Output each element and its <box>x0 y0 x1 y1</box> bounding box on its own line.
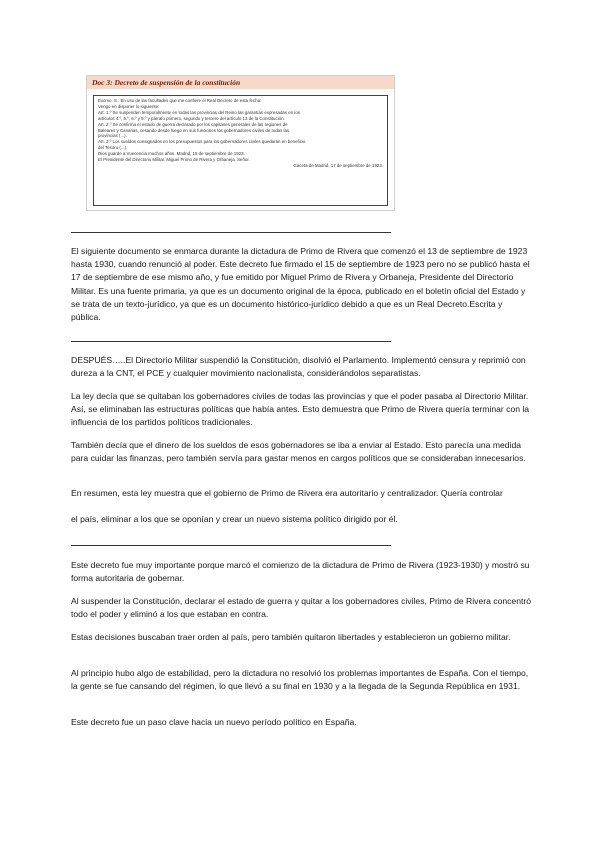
analysis-paragraph: el país, eliminar a los que se oponían y crear un nuevo sistema político dirigido por él. <box>71 514 398 524</box>
decree-line: artículos 4.º, 5.º, 6.º y 9.º y párrafo primero, segundo y tercero del artículo 13 de la Constitución. <box>98 115 285 121</box>
section-divider <box>71 545 391 546</box>
context-paragraph: El siguiente documento se enmarca durante la dictadura de Primo de Rivera que comenzó el 13 de septiembre de 1923 hasta 1930, cuando renunció al poder. Este decreto fue firmado el 15 de septiembre de 1923 pero no se publicó hasta el 17 de septiembre de ese mismo año, y fue emitido por Miguel Primo de Rivera y Orbaneja, Presidente del Directorio Militar. Es una fuente primaria, ya que es un documento original de la época, publicado en el boletín oficial del Estado y se trata de un texto-jurídico, ya que es un documento histórico-jurídico debido a que es un Real Decreto.Escrita y pública. <box>71 246 530 323</box>
conclusion-paragraph: Al principio hubo algo de estabilidad, pero la dictadura no resolvió los problemas importantes de España. Con el tiempo, la gente se fue cansando del régimen, lo que llevó a su final en 1930 y a la llegada de la Segunda República en 1931. <box>71 668 529 692</box>
decree-line: provincias (...). <box>98 133 127 139</box>
decree-line: Dios guarde a Vuecencia muchos años. Madrid, 15 de septiembre de 1923. <box>98 151 245 157</box>
decree-line: Art. 1.º Se suspenden temporalmente en todas las provincias del Reino las garantías expresadas en los <box>98 109 300 115</box>
decree-line: Art. 3.º Los sueldos consignados en los presupuestos para los gobernadores civiles quedarán en beneficio <box>98 139 306 145</box>
decree-line: del Tesoro (...). <box>98 145 128 151</box>
conclusion-paragraph: Estas decisiones buscaban traer orden al país, pero también quitaron libertades y establecieron un gobierno militar. <box>71 632 511 642</box>
decree-figure-header: Doc 3: Decreto de suspensión de la constitución <box>87 76 394 89</box>
analysis-paragraph: En resumen, esta ley muestra que el gobierno de Primo de Rivera era autoritario y centralizador. Quería controlar <box>71 488 503 498</box>
decree-line: El Presidente del Directorio Militar, Miguel Primo de Rivera y Orbaneja. Señor. <box>98 157 250 163</box>
decree-scan-figure <box>86 75 395 211</box>
conclusion-paragraph: Al suspender la Constitución, declarar el estado de guerra y quitar a los gobernadores civiles, Primo de Rivera concentró todo el poder y eliminó a los que estaban en contra. <box>71 596 532 620</box>
decree-line: Art. 2.º Se confirma el estado de guerra declarado por los capitanes generales de las regiones de <box>98 121 288 127</box>
conclusion-paragraph: Este decreto fue un paso clave hacia un nuevo período político en España. <box>71 717 357 727</box>
decree-line: Vengo en disponer lo siguiente: <box>98 103 160 109</box>
analysis-paragraph: También decía que el dinero de los sueldos de esos gobernadores se iba a enviar al Estado. Esto parecía una medida para cuidar las finanzas, pero también servía para gastar menos en cargos políticos que se consideraban innecesarios. <box>71 440 526 464</box>
decree-line: Baleares y Canarias, cesando desde luego en sus funciones los gobernadores civiles de todas las <box>98 127 290 133</box>
decree-line: Excmo. S.: En uso de las facultades que me confiere el Real Decreto de esta fecha: <box>98 98 262 103</box>
decree-gazette-citation: Gaceta de Madrid, 17 de septiembre de 1923. <box>293 162 383 168</box>
section-divider <box>71 232 391 233</box>
analysis-paragraph: La ley decía que se quitaban los gobernadores civiles de todas las provincias y que el poder pasaba al Directorio Militar. Así, se eliminaban las estructuras políticas que había antes. Esto demuestra que Primo de Rivera quería terminar con la influencia de los partidos políticos tradicionales. <box>71 391 530 428</box>
decree-text-box <box>93 95 388 206</box>
section-divider <box>71 341 391 342</box>
analysis-paragraph: DESPUÉS…..El Directorio Militar suspendió la Constitución, disolvió el Parlamento. Implementó censura y reprimió con dureza a la CNT, el PCE y cualquier movimiento nacionalista, considerándolos separatistas. <box>71 355 526 379</box>
conclusion-paragraph: Este decreto fue muy importante porque marcó el comienzo de la dictadura de Primo de Rivera (1923-1930) y mostró su forma autoritaria de gobernar. <box>71 560 530 584</box>
